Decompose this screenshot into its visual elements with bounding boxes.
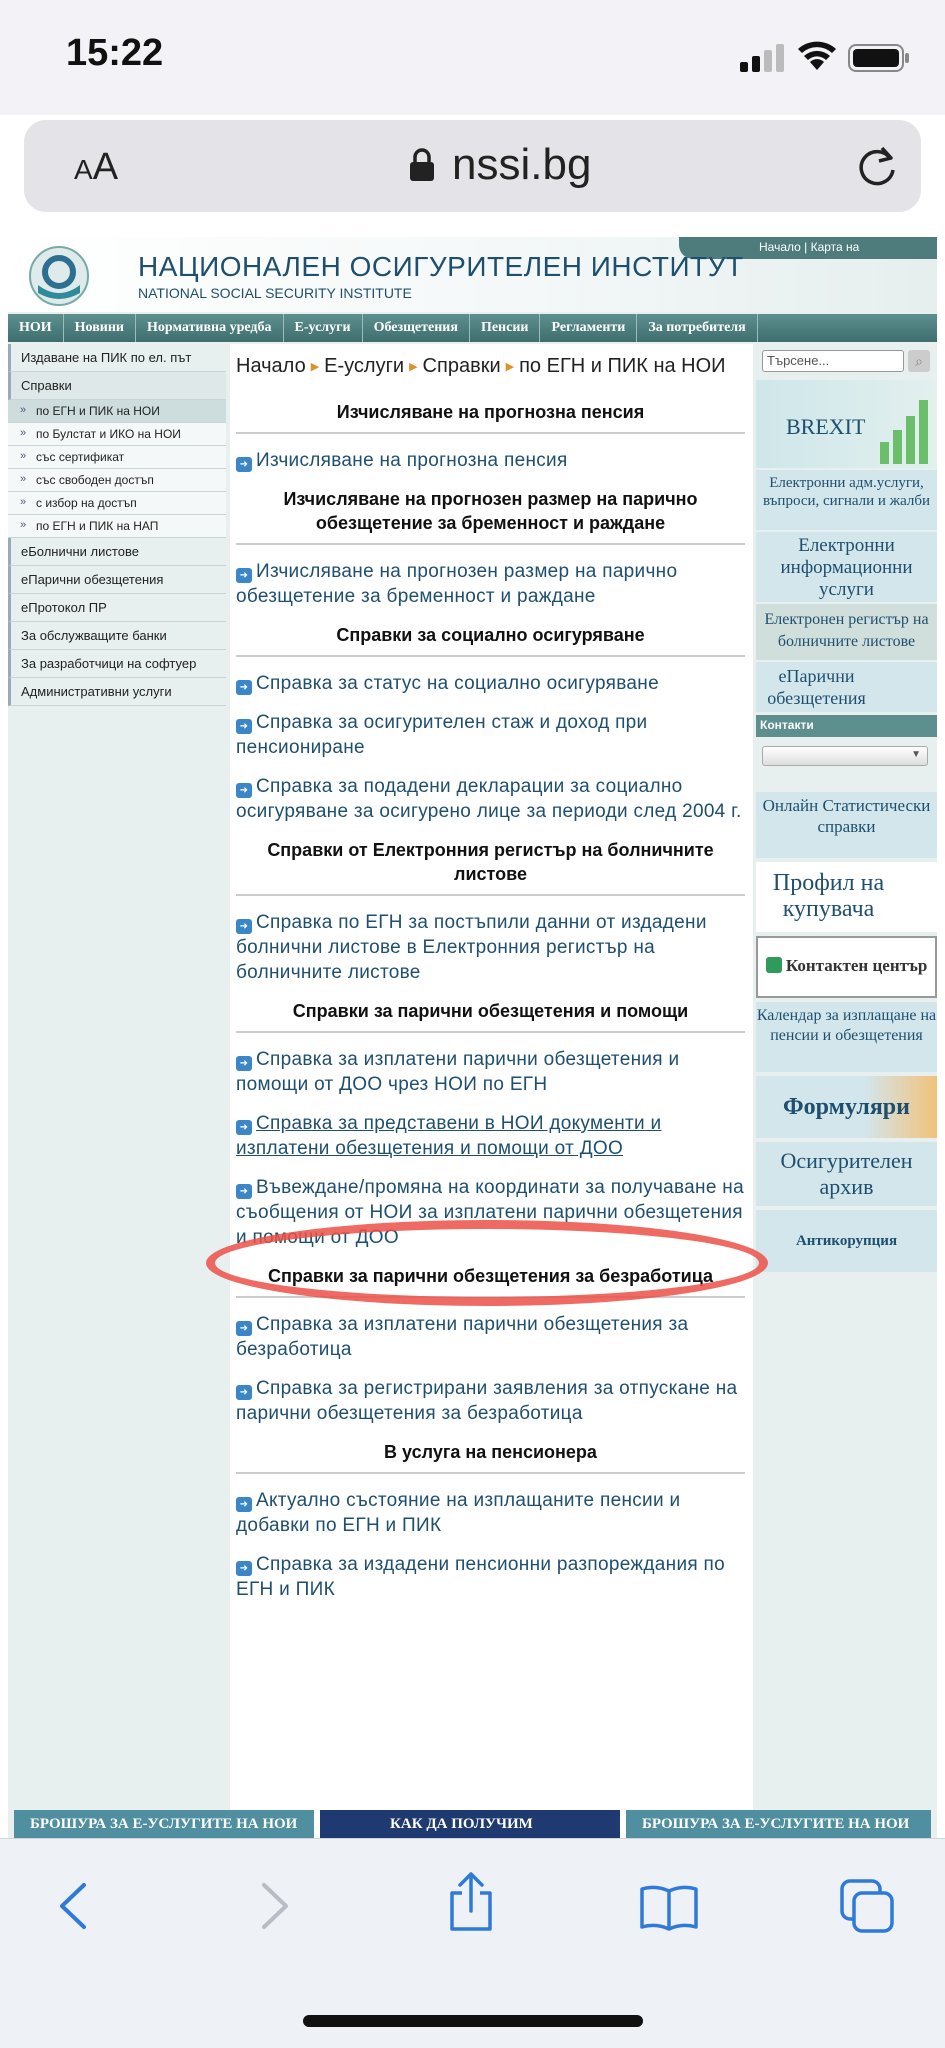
service-link-label: Справка за осигурителен стаж и доход при пенсиониране xyxy=(236,712,648,758)
section-heading: Справки за парични обезщетения за безработица xyxy=(236,1264,745,1298)
section xyxy=(236,999,745,1250)
lock-icon xyxy=(409,148,435,182)
nav-item[interactable]: Регламенти xyxy=(540,314,637,342)
arrow-icon: ➜ xyxy=(236,1385,252,1400)
left-menu-item[interactable]: » с избор на достъп xyxy=(8,492,226,515)
nav-item[interactable]: Е-услуги xyxy=(284,314,363,342)
section xyxy=(236,623,745,824)
back-icon[interactable] xyxy=(56,1881,88,1931)
how-to-get-banner[interactable]: КАК ДА ПОЛУЧИМ xyxy=(320,1810,620,1838)
bottom-banners xyxy=(8,1810,937,1838)
nav-item[interactable]: За потребителя xyxy=(637,314,757,342)
e-sick-leave-register-banner[interactable]: Електронен регистър на болничните листове xyxy=(756,604,937,660)
left-menu-item[interactable]: еБолнични листове xyxy=(8,538,226,566)
cellular-signal-icon xyxy=(740,44,784,72)
section-heading: Справки за парични обезщетения и помощи xyxy=(236,999,745,1033)
search-button[interactable]: ⌕ xyxy=(908,350,930,372)
brochure-banner-right[interactable]: БРОШУРА ЗА Е-УСЛУГИТЕ НА НОИ xyxy=(626,1810,931,1838)
arrow-icon: ➜ xyxy=(236,1497,252,1512)
breadcrumb-item: по ЕГН и ПИК на НОИ xyxy=(519,355,726,377)
breadcrumb-item[interactable]: Начало xyxy=(236,355,306,377)
left-menu-item[interactable]: еПротокол ПР xyxy=(8,594,226,622)
contacts-label: Контакти xyxy=(756,715,937,737)
nav-item[interactable]: Пенсии xyxy=(470,314,541,342)
nav-item[interactable]: Новини xyxy=(64,314,136,342)
service-link[interactable] xyxy=(236,910,745,985)
left-menu-item[interactable]: За разработчици на софтуер xyxy=(8,650,226,678)
service-link-label: Справка за статус на социално осигуряване xyxy=(256,673,659,694)
main-content xyxy=(230,344,753,1838)
service-link[interactable] xyxy=(236,774,745,824)
service-link-label: Справка за подадени декларации за социално осигуряване за осигурено лице за периоди след 2004 г. xyxy=(236,776,742,822)
service-link[interactable] xyxy=(236,1376,745,1426)
e-admin-services-banner[interactable]: Електронни адм.услуги, въпроси, сигнали и жалби xyxy=(756,470,937,530)
service-link[interactable] xyxy=(236,1047,745,1097)
brochure-banner-left[interactable]: БРОШУРА ЗА Е-УСЛУГИТЕ НА НОИ xyxy=(14,1810,314,1838)
share-icon[interactable] xyxy=(446,1871,496,1933)
service-link[interactable] xyxy=(236,1312,745,1362)
breadcrumb-item[interactable]: Справки xyxy=(422,355,501,377)
noi-logo[interactable] xyxy=(28,245,90,307)
breadcrumb-item[interactable]: Е-услуги xyxy=(324,355,405,377)
service-link-label: Справка за изплатени парични обезщетения и помощи от ДОО чрез НОИ по ЕГН xyxy=(236,1049,680,1095)
contacts-select[interactable] xyxy=(762,746,928,766)
arrow-icon: ➜ xyxy=(236,1321,252,1336)
section-heading: В услуга на пенсионера xyxy=(236,1440,745,1474)
section xyxy=(236,1440,745,1602)
service-link[interactable] xyxy=(236,1111,745,1161)
brexit-label: BREXIT xyxy=(786,414,866,439)
section xyxy=(236,838,745,985)
section-heading: Изчисляване на прогнозен размер на парично обезщетение за бременност и раждане xyxy=(236,487,745,545)
left-menu-item[interactable]: Издаване на ПИК по ел. път xyxy=(8,344,226,372)
breadcrumb-separator-icon: ▶ xyxy=(505,361,515,373)
service-link[interactable] xyxy=(236,1175,745,1250)
chevron-down-icon: ▼ xyxy=(911,749,921,760)
left-menu-item[interactable]: еПарични обезщетения xyxy=(8,566,226,594)
arrow-icon: ➜ xyxy=(236,919,252,934)
payment-calendar-banner[interactable]: Календар за изплащане на пенсии и обезщетения xyxy=(756,1002,937,1072)
main-nav xyxy=(8,314,937,342)
left-menu-item[interactable]: Административни услуги xyxy=(8,678,226,706)
anticorruption-banner[interactable]: Антикорупция xyxy=(756,1210,937,1272)
arrow-icon: ➜ xyxy=(236,1056,252,1071)
left-menu-item[interactable]: » по ЕГН и ПИК на НОИ xyxy=(8,400,226,423)
forward-icon[interactable] xyxy=(260,1881,292,1931)
service-link-label: Изчисляване на прогнозен размер на парично обезщетение за бременност и раждане xyxy=(236,561,678,607)
service-link-label: Актуално състояние на изплащаните пенсии и добавки по ЕГН и ПИК xyxy=(236,1490,681,1536)
arrow-icon: ➜ xyxy=(236,1184,252,1199)
nav-item[interactable]: Нормативна уредба xyxy=(136,314,284,342)
text-size-button[interactable]: AA xyxy=(74,146,119,188)
breadcrumb-separator-icon: ▶ xyxy=(409,361,418,373)
site-header xyxy=(8,237,937,312)
arrow-icon: ➜ xyxy=(236,783,252,798)
left-menu xyxy=(8,344,226,706)
url-text[interactable]: nssi.bg xyxy=(452,140,592,189)
arrow-icon: ➜ xyxy=(236,457,252,472)
section xyxy=(236,1264,745,1426)
phone-icon xyxy=(766,957,782,973)
service-link-label: Справка по ЕГН за постъпили данни от издадени болнични листове в Електронния регистър на болничните листове xyxy=(236,912,707,983)
wifi-icon xyxy=(796,40,838,72)
brexit-banner[interactable] xyxy=(756,380,937,468)
service-link[interactable] xyxy=(236,1488,745,1538)
section xyxy=(236,487,745,609)
chart-icon xyxy=(878,394,934,464)
left-menu-item[interactable]: За обслужващите банки xyxy=(8,622,226,650)
service-link[interactable] xyxy=(236,448,745,473)
browser-toolbar xyxy=(0,1838,945,2048)
section-heading: Справки за социално осигуряване xyxy=(236,623,745,657)
service-link-label: Справка за издадени пенсионни разпореждания по ЕГН и ПИК xyxy=(236,1554,725,1600)
arrow-icon: ➜ xyxy=(236,719,252,734)
sections xyxy=(236,400,745,1602)
contact-center-banner[interactable] xyxy=(756,936,937,998)
home-indicator xyxy=(303,2015,643,2027)
left-menu-item[interactable]: Справки xyxy=(8,372,226,400)
service-link[interactable] xyxy=(236,671,745,696)
service-link[interactable] xyxy=(236,710,745,760)
service-link[interactable] xyxy=(236,559,745,609)
reload-icon[interactable] xyxy=(854,144,900,190)
left-menu-item[interactable]: » по Булстат и ИКО на НОИ xyxy=(8,423,226,446)
site-title: НАЦИОНАЛЕН ОСИГУРИТЕЛЕН ИНСТИТУТ xyxy=(138,251,744,282)
tabs-icon[interactable] xyxy=(838,1877,898,1935)
section-heading: Изчисляване на прогнозна пенсия xyxy=(236,400,745,434)
arrow-icon: ➜ xyxy=(236,1120,252,1135)
section-heading: Справки от Електронния регистър на болничните листове xyxy=(236,838,745,896)
service-link-label: Справка за регистрирани заявления за отпускане на парични обезщетения за безработица xyxy=(236,1378,738,1424)
left-menu-item[interactable]: » със сертификат xyxy=(8,446,226,469)
service-link[interactable] xyxy=(236,1552,745,1602)
arrow-icon: ➜ xyxy=(236,680,252,695)
arrow-icon: ➜ xyxy=(236,568,252,583)
service-link-label: Справка за изплатени парични обезщетения за безработица xyxy=(236,1314,689,1360)
section xyxy=(236,400,745,473)
breadcrumb xyxy=(236,354,745,380)
battery-icon xyxy=(848,44,910,72)
nav-item[interactable]: НОИ xyxy=(8,314,64,342)
status-bar xyxy=(0,0,945,115)
bookmarks-icon[interactable] xyxy=(638,1883,700,1931)
left-menu-item[interactable]: » по ЕГН и ПИК на НАП xyxy=(8,515,226,538)
breadcrumb-separator-icon: ▶ xyxy=(310,361,320,373)
left-menu-item[interactable]: » със свободен достъп xyxy=(8,469,226,492)
insurance-archive-banner[interactable]: Осигурителен архив xyxy=(756,1142,937,1206)
web-page xyxy=(8,237,937,1838)
service-link-label: Справка за представени в НОИ документи и изплатени обезщетения и помощи от ДОО xyxy=(236,1113,662,1159)
nav-item[interactable]: Обезщетения xyxy=(363,314,470,342)
contact-center-label: Контактен център xyxy=(785,956,928,975)
search-input[interactable]: Търсене... xyxy=(762,350,904,372)
buyer-profile-banner[interactable]: Профил на купувача xyxy=(756,862,937,932)
service-link-label: Въвеждане/промяна на координати за получаване на съобщения от НОИ за изплатени парични обезщетения и помощи от ДОО xyxy=(236,1177,744,1248)
top-links[interactable]: Начало | Карта на xyxy=(679,237,937,259)
service-link-label: Изчисляване на прогнозна пенсия xyxy=(256,450,568,471)
e-payments-banner[interactable]: еПарични обезщетения xyxy=(756,662,937,712)
address-bar[interactable] xyxy=(24,120,921,212)
arrow-icon: ➜ xyxy=(236,1561,252,1576)
forms-banner[interactable]: Формуляри xyxy=(756,1076,937,1138)
clock: 15:22 xyxy=(66,32,164,74)
site-subtitle: NATIONAL SOCIAL SECURITY INSTITUTE xyxy=(138,285,412,301)
online-statistics-banner[interactable]: Онлайн Статистически справки xyxy=(756,792,937,858)
e-info-services-banner[interactable]: Електронни информационни услуги xyxy=(756,532,937,602)
